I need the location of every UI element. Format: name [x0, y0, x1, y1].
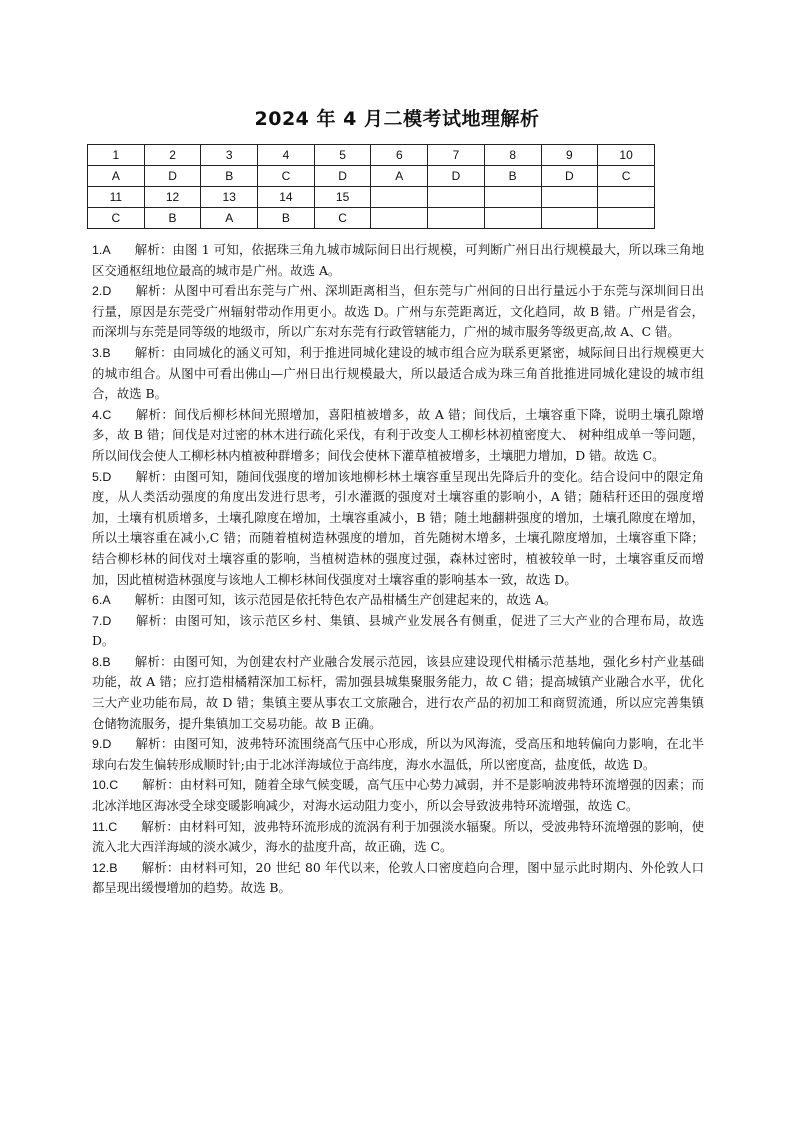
answer-table-cell: C [88, 208, 145, 229]
answer-table-cell: 5 [314, 145, 371, 166]
question-answer-label: 12.B [92, 860, 118, 875]
answer-table-cell [598, 187, 655, 208]
analysis-item [92, 343, 704, 405]
answer-table-cell: B [484, 166, 541, 187]
answer-table-cell: 9 [541, 145, 598, 166]
answer-table-cell: 2 [144, 145, 201, 166]
analysis-text: 解析：由材料可知，波弗特环流形成的流涡有利于加强淡水辐聚。所以，受波弗特环流增强的影响，使流入北大西洋海域的淡水减少，海水的盐度升高，故正确，选 C。 [92, 818, 704, 855]
question-answer-label: 3.B [92, 345, 111, 360]
answer-table-cell: C [258, 166, 315, 187]
answer-table-cell: 7 [428, 145, 485, 166]
answer-table-cell: A [201, 208, 258, 229]
analysis-item [92, 734, 704, 775]
analysis-list [92, 240, 704, 899]
analysis-text: 解析：由同城化的涵义可知，利于推进同城化建设的城市组合应为联系更紧密，城际间日出行规模更大的城市组合。从图中可看出佛山—广州日出行规模最大，所以最适合成为珠三角首批推进同城化建设的城市组合，故选 B。 [92, 344, 704, 402]
analysis-text: 解析：由图可知，该示范园是依托特色农产品柑橘生产创建起来的，故选 A。 [134, 592, 557, 608]
answer-table-cell: A [371, 166, 428, 187]
analysis-item [92, 611, 704, 652]
answer-table-cell: D [428, 166, 485, 187]
answer-table [87, 144, 655, 229]
answer-table-cell [541, 208, 598, 229]
answer-table-cell [428, 208, 485, 229]
analysis-text: 解析：由材料可知，20 世纪 80 年代以来，伦敦人口密度趋向合理，图中显示此时期内、外伦敦人口都呈现出缓慢增加的趋势。故选 B。 [92, 859, 704, 896]
analysis-item [92, 775, 704, 816]
answer-table-row [88, 208, 655, 229]
page-title: 2024 年 4 月二模考试地理解析 [254, 108, 540, 130]
answer-table-cell: C [598, 166, 655, 187]
answer-table-cell: 1 [88, 145, 145, 166]
question-answer-label: 5.D [92, 469, 112, 484]
answer-table-cell: C [314, 208, 371, 229]
question-answer-label: 1.A [92, 243, 111, 257]
question-answer-label: 9.D [92, 737, 112, 752]
question-answer-label: 11.C [92, 819, 118, 834]
analysis-text: 解析：由材料可知，随着全球气候变暖，高气压中心势力减弱，并不是影响波弗特环流增强的因素；而北冰洋地区海冰受全球变暖影响减少，对海水运动阻力变小，所以会导致波弗特环流增强，故选 C。 [92, 777, 704, 814]
answer-table-cell: 13 [201, 187, 258, 208]
answer-table-cell: D [144, 166, 201, 187]
analysis-text: 解析：由图可知，波弗特环流围绕高气压中心形成，所以为风海流，受高压和地转偏向力影响，在北半球向右发生偏转形成顺时针;由于北冰洋海域位于高纬度，海水水温低，所以密度高，盐度低，故选 D。 [92, 736, 704, 772]
answer-table-cell: 15 [314, 187, 371, 208]
question-answer-label: 8.B [92, 654, 111, 669]
question-answer-label: 4.C [92, 407, 112, 422]
answer-table-cell: D [541, 166, 598, 187]
analysis-text: 解析：间伐后柳杉林间光照增加，喜阳植被增多，故 A 错；间伐后，土壤容重下降，说明土壤孔隙增多，故 B 错；间伐是对过密的林木进行疏化采伐，有利于改变人工柳杉林初植密度大、 树种组成单一等问题，所以间伐会使人工柳杉林内植被种群增多；间伐会使林下灌草植被增多，土壤肥力增加，D 错。故选 C。 [92, 406, 704, 463]
answer-table-cell: 4 [258, 145, 315, 166]
answer-table-cell [484, 208, 541, 229]
answer-table-cell [428, 187, 485, 208]
answer-table-row [88, 145, 655, 166]
analysis-text: 解析：由图 1 可知，依据珠三角九城市城际间日出行规模，可判断广州日出行规模最大，所以珠三角地区交通枢纽地位最高的城市是广州。故选 A。 [92, 242, 704, 278]
analysis-item [92, 652, 704, 734]
answer-table-row [88, 166, 655, 187]
answer-table-cell [484, 187, 541, 208]
answer-table-cell [371, 208, 428, 229]
answer-table-cell: 11 [88, 187, 145, 208]
answer-table-cell: 8 [484, 145, 541, 166]
answer-table-cell: 12 [144, 187, 201, 208]
answer-table-cell [598, 208, 655, 229]
analysis-item [92, 858, 704, 899]
analysis-text: 解析：由图可知，为创建农村产业融合发展示范园，该县应建设现代柑橘示范基地，强化乡村产业基础功能，故 A 错；应打造柑橘精深加工标杆，需加强县城集聚服务能力，故 C 错；提高城镇产业融合水平，优化三大产业功能布局，故 D 错；集镇主要从事农工文旅融合，进行农产品的初加工和商贸流通，所以应完善集镇仓储物流服务，提升集镇加工交易功能。故 B 正确。 [92, 653, 704, 731]
analysis-text: 解析：从图中可看出东莞与广州、深圳距离相当，但东莞与广州间的日出行量远小于东莞与深圳间日出行量，原因是东莞受广州辐射带动作用更小。故选 D。广州与东莞距离近，文化趋同，故 B 错。广州是省会，而深圳与东莞是同等级的地级市，所以广东对东莞有行政管辖能力，广州的城市服务等级更高,故 A、C 错。 [92, 283, 704, 340]
question-answer-label: 6.A [92, 593, 111, 608]
answer-table-cell: B [144, 208, 201, 229]
answer-table-cell [541, 187, 598, 208]
answer-table-cell: A [88, 166, 145, 187]
answer-table-cell: 6 [371, 145, 428, 166]
answer-table-cell: B [201, 166, 258, 187]
analysis-item [92, 281, 704, 343]
answer-table-cell: B [258, 208, 315, 229]
analysis-text: 解析：由图可知，该示范区乡村、集镇、县城产业发展各有侧重，促进了三大产业的合理布局，故选 D。 [92, 612, 704, 649]
answer-table-cell: 3 [201, 145, 258, 166]
answer-table-row [88, 187, 655, 208]
analysis-text: 解析：由图可知，随间伐强度的增加该地柳杉林土壤容重呈现出先降后升的变化。结合设问中的限定角度，从人类活动强度的角度出发进行思考，引水灌溉的强度对土壤容重的影响小，A 错；随秸秆还田的强度增加，土壤有机质增多，土壤孔隙度在增加，土壤容重减小，B 错；随土地翻耕强度的增加，土壤孔隙度在增加，所以土壤容重在减小,C 错；而随着植树造林强度的增加，首先随树木增多，土壤孔隙度增加，土壤容重下降；结合柳杉林的间伐对土壤容重的影响，当植树造林的强度过强，森林过密时，植被较单一时，土壤容重反而增加，因此植树造林强度与该地人工柳杉林间伐强度对土壤容重的影响基本一致，故选 D。 [92, 468, 704, 587]
analysis-item [92, 405, 704, 467]
analysis-item [92, 240, 704, 281]
answer-table-cell: D [314, 166, 371, 187]
analysis-item [92, 817, 704, 858]
analysis-item [92, 590, 704, 611]
question-answer-label: 7.D [92, 613, 112, 628]
analysis-item [92, 467, 704, 591]
answer-table-cell: 10 [598, 145, 655, 166]
question-answer-label: 10.C [92, 778, 119, 793]
question-answer-label: 2.D [92, 284, 112, 299]
answer-table-cell [371, 187, 428, 208]
answer-table-cell: 14 [258, 187, 315, 208]
